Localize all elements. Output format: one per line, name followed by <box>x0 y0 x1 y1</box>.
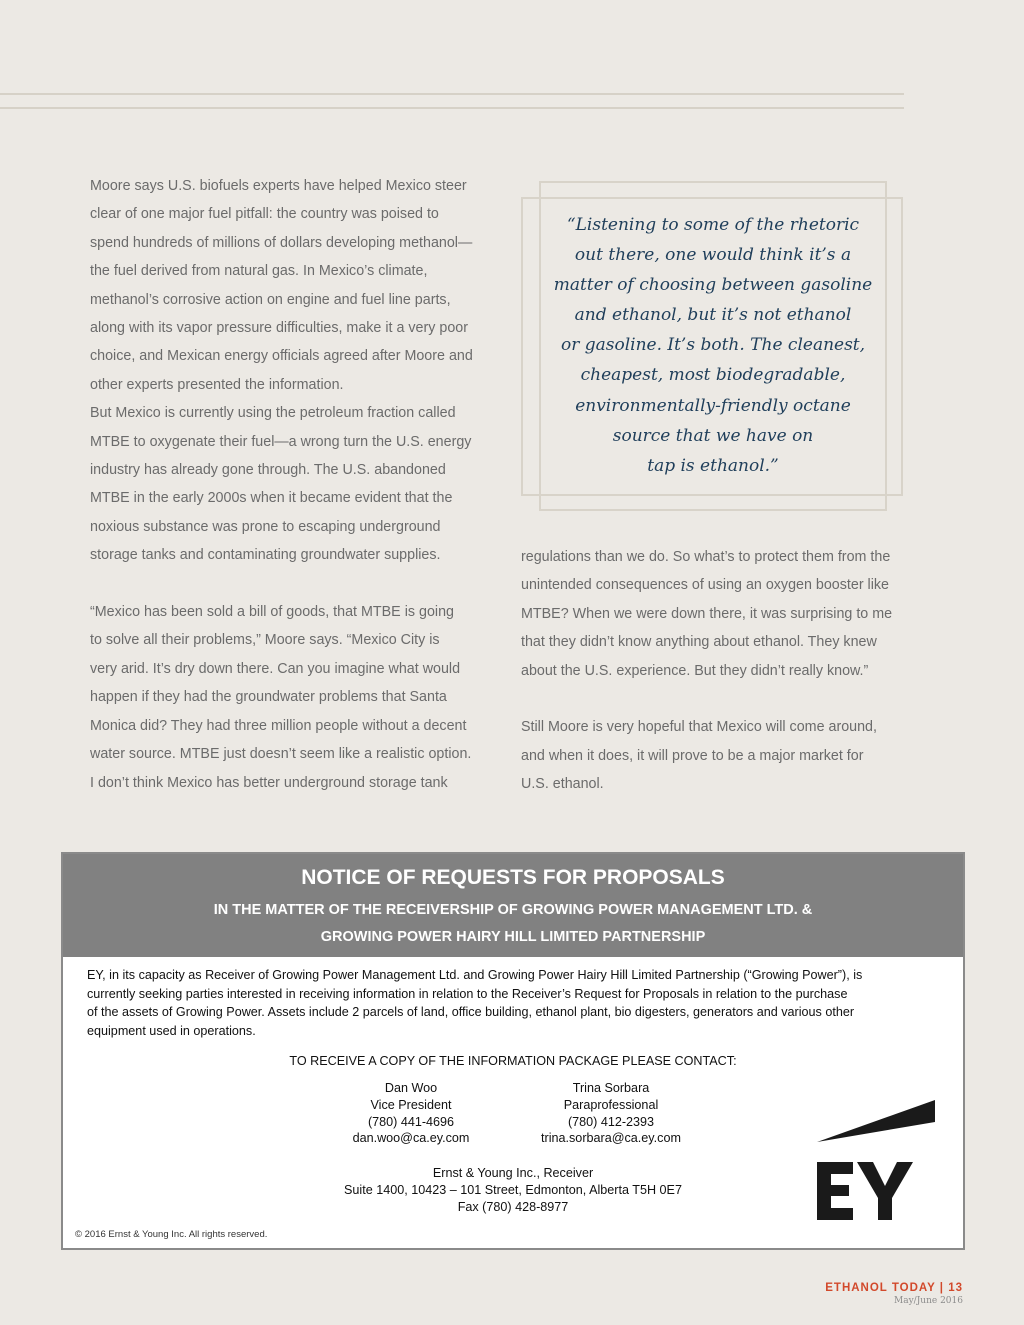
footer-issue-date: May/June 2016 <box>894 1296 963 1306</box>
article-line: to solve all their problems,” Moore says. “Mexico City is <box>90 632 440 649</box>
contact-phone: (780) 412-2393 <box>567 1114 655 1129</box>
contact-phone: (780) 441-4696 <box>367 1114 455 1129</box>
notice-subtitle-line2: GROWING POWER HAIRY HILL LIMITED PARTNERSHIP <box>320 929 706 945</box>
article-line: MTBE? When we were down there, it was surprising to me <box>521 605 893 622</box>
contact-dan-woo <box>301 1080 521 1147</box>
top-rule-second <box>0 107 904 109</box>
notice-contact-heading: TO RECEIVE A COPY OF THE INFORMATION PACKAGE PLEASE CONTACT: <box>289 1054 737 1068</box>
article-line: U.S. ethanol. <box>521 776 604 793</box>
contact-trina-sorbara <box>501 1080 721 1147</box>
pull-quote-line: tap is ethanol.” <box>647 455 779 476</box>
article-line: unintended consequences of using an oxygen booster like <box>521 577 890 594</box>
article-line: Monica did? They had three million people without a decent <box>90 717 467 734</box>
article-line: very arid. It’s dry down there. Can you imagine what would <box>90 660 461 677</box>
article-line: industry has already gone through. The U.S. abandoned <box>90 462 446 479</box>
pull-quote-line: environmentally-friendly octane <box>575 395 851 416</box>
pull-quote-line: “Listening to some of the rhetoric <box>566 215 860 235</box>
article-line: spend hundreds of millions of dollars developing methanol— <box>90 234 473 251</box>
article-line: Moore says U.S. biofuels experts have helped Mexico steer <box>90 178 467 194</box>
copyright-notice: © 2016 Ernst & Young Inc. All rights reserved. <box>75 1229 268 1240</box>
pull-quote-line: or gasoline. It’s both. The cleanest, <box>560 335 866 356</box>
article-line: MTBE in the early 2000s when it became evident that the <box>90 490 453 507</box>
rfp-notice-box <box>61 852 965 1250</box>
notice-subtitle-line1: IN THE MATTER OF THE RECEIVERSHIP OF GROWING POWER MANAGEMENT LTD. & <box>213 902 813 918</box>
article-line <box>521 685 906 713</box>
notice-body-line: currently seeking parties interested in receiving information in relation to the Receiver’s Request for Proposals in relation to the purchase <box>87 986 848 1001</box>
notice-title: NOTICE OF REQUESTS FOR PROPOSALS <box>301 866 725 889</box>
pull-quote-line: out there, one would think it’s a <box>574 245 852 266</box>
notice-subtitle <box>63 897 963 951</box>
article-line: regulations than we do. So what’s to protect them from the <box>521 549 891 565</box>
top-rule <box>0 93 904 95</box>
article-line: “Mexico has been sold a bill of goods, that MTBE is going <box>90 604 454 621</box>
article-line: I don’t think Mexico has better underground storage tank <box>90 774 448 791</box>
contact-email[interactable]: dan.woo@ca.ey.com <box>352 1131 470 1146</box>
article-line: storage tanks and contaminating groundwater supplies. <box>90 547 441 564</box>
contact-name: Dan Woo <box>384 1081 438 1095</box>
article-line: noxious substance was prone to escaping underground <box>90 518 441 535</box>
ey-logo <box>815 1100 939 1224</box>
article-line <box>90 570 490 598</box>
article-line: the fuel derived from natural gas. In Mexico’s climate, <box>90 263 428 280</box>
pull-quote-line: cheapest, most biodegradable, <box>580 365 846 386</box>
receiver-line: Suite 1400, 10423 – 101 Street, Edmonton, Alberta T5H 0E7 <box>344 1182 682 1197</box>
article-line: other experts presented the information. <box>90 376 344 393</box>
article-line: about the U.S. experience. But they didn’t really know.” <box>521 662 869 679</box>
contact-title: Vice President <box>370 1097 452 1112</box>
pull-quote-line: source that we have on <box>612 425 814 446</box>
article-line: happen if they had the groundwater problems that Santa <box>90 689 447 706</box>
article-line: clear of one major fuel pitfall: the country was poised to <box>90 206 439 223</box>
notice-body-line: equipment used in operations. <box>87 1023 256 1038</box>
article-line: methanol’s corrosive action on engine and fuel line parts, <box>90 291 451 308</box>
receiver-line: Fax (780) 428-8977 <box>457 1199 569 1214</box>
pull-quote <box>545 210 881 481</box>
receiver-line: Ernst & Young Inc., Receiver <box>432 1166 594 1180</box>
article-line: and when it does, it will prove to be a major market for <box>521 747 864 764</box>
contact-name: Trina Sorbara <box>572 1081 650 1095</box>
article-left-column <box>90 172 490 797</box>
article-line: that they didn’t know anything about ethanol. They knew <box>521 634 877 651</box>
article-line: But Mexico is currently using the petroleum fraction called <box>90 405 456 422</box>
article-line: water source. MTBE just doesn’t seem like a realistic option. <box>90 746 472 763</box>
article-right-column <box>521 543 906 799</box>
pull-quote-line: and ethanol, but it’s not ethanol <box>574 305 852 326</box>
contact-email[interactable]: trina.sorbara@ca.ey.com <box>541 1131 681 1146</box>
notice-body-line: EY, in its capacity as Receiver of Growing Power Management Ltd. and Growing Power Hairy Hill Limited Partnership (“Growing Power”), is <box>87 968 863 982</box>
article-line: MTBE to oxygenate their fuel—a wrong turn the U.S. energy <box>90 433 472 450</box>
article-line: along with its vapor pressure difficulties, make it a very poor <box>90 320 468 337</box>
footer-magazine-page: ETHANOL TODAY | 13 <box>825 1282 963 1294</box>
contact-title: Paraprofessional <box>563 1097 659 1112</box>
article-line: choice, and Mexican energy officials agreed after Moore and <box>90 348 473 365</box>
notice-body <box>87 966 923 1040</box>
notice-header <box>63 854 963 957</box>
article-line: Still Moore is very hopeful that Mexico will come around, <box>521 719 877 736</box>
notice-body-line: of the assets of Growing Power. Assets include 2 parcels of land, office building, ethanol plant, bio digesters, generators and various other <box>87 1005 855 1019</box>
pull-quote-line: matter of choosing between gasoline <box>553 275 873 296</box>
